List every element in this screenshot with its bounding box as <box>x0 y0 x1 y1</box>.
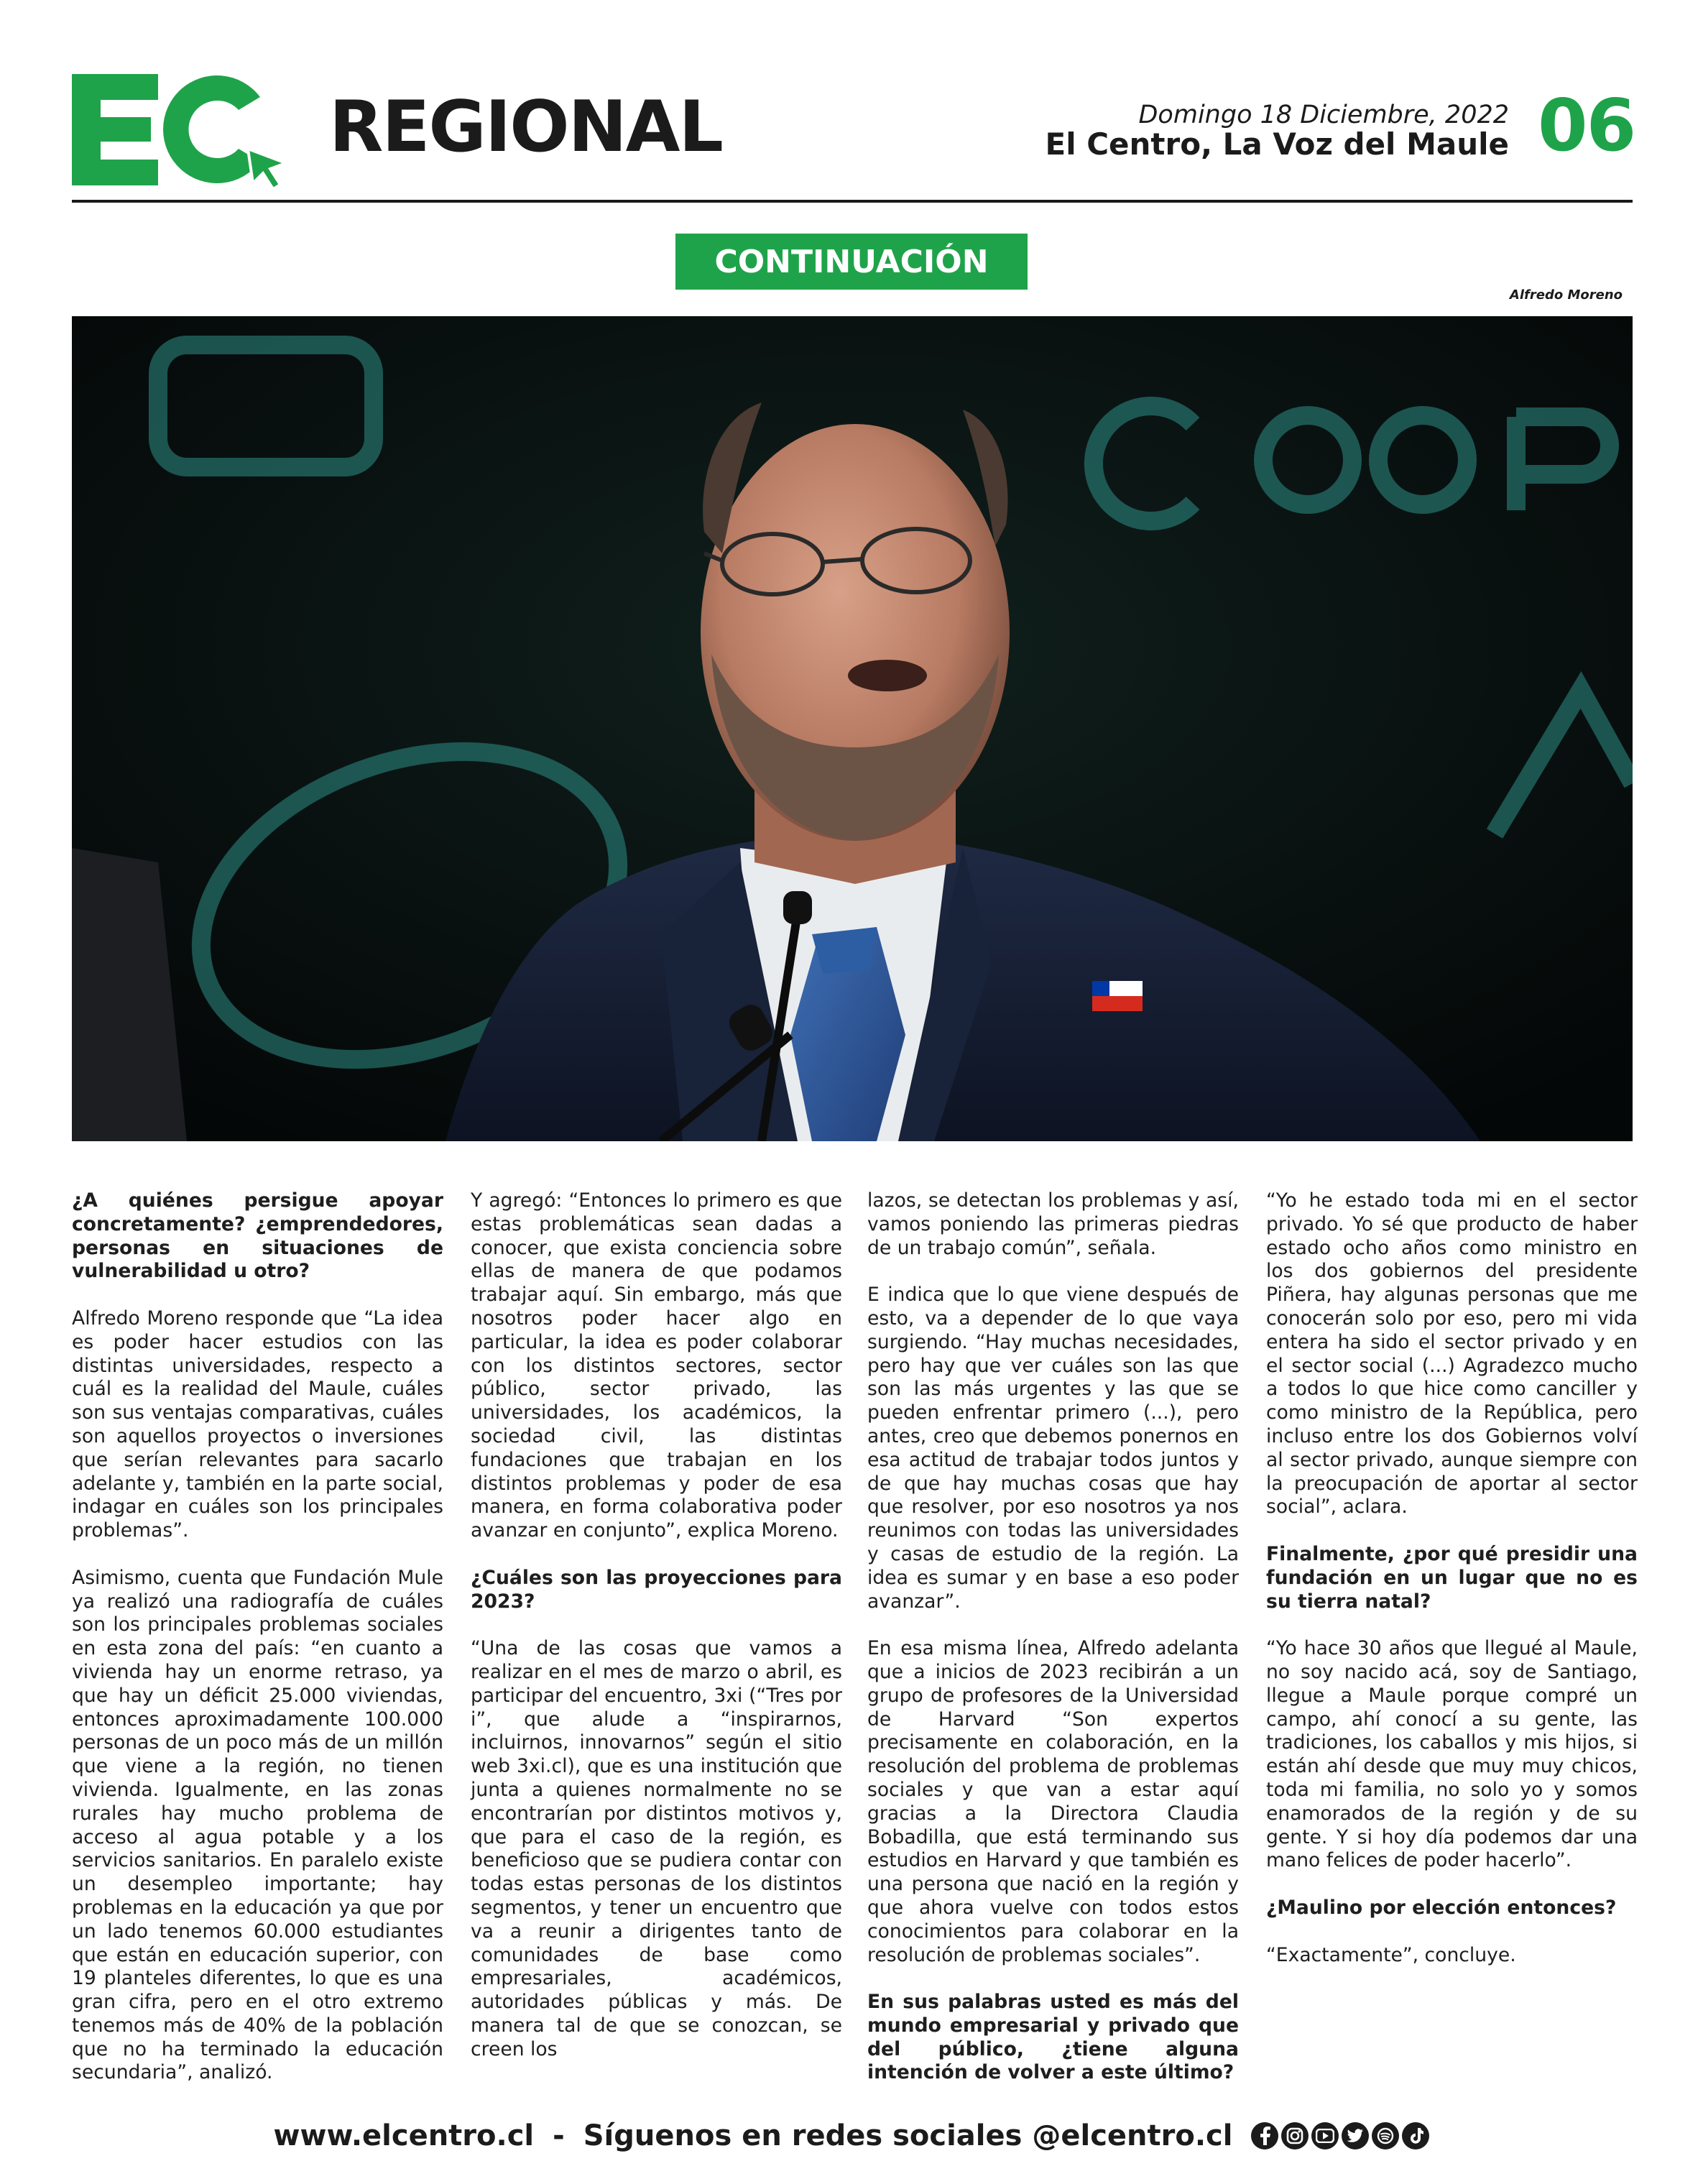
portrait-photo <box>72 316 1633 1141</box>
social-handle[interactable]: Síguenos en redes sociales @elcentro.cl <box>583 2119 1233 2152</box>
page-number: 06 <box>1538 83 1635 167</box>
article-paragraph: “Yo hace 30 años que llegué al Maule, no soy nacido acá, soy de Santiago, llegue a Maule porque compré un campo, ahí conocí a su gente, las tradiciones, los caballos y mis hijos, si están ahí desde que muy muy chicos, toda mi familia, no solo yo y somos enamorados de la región y de su gente. Y si hoy día podemos dar una mano felices de poder hacerlo”. <box>1266 1637 1638 1872</box>
article-paragraph: Asimismo, cuenta que Fundación Mule ya realizó una radiografía de cuáles son los principales problemas sociales en esta zona del país: “en cuanto a vivienda hay un enorme retraso, ya que hay un déficit 25.000 viviendas, entonces aproximadamente 100.000 personas de un poco más de un millón que viene a la región, no tienen vivienda. Igualmente, en las zonas rurales hay mucho problema de acceso al agua potable y a los servicios sanitarios. En paralelo existe un desempleo importante; hay problemas en la educación ya que por un lado tenemos 60.000 estudiantes que están en educación superior, con 19 planteles diferentes, lo que es una gran cifra, pero en el otro extremo tenemos más de 40% de la población que no ha terminado la educación secundaria”, analizó. <box>72 1566 443 2084</box>
article-paragraph: Alfredo Moreno responde que “La idea es poder hacer estudios con las distintas universidades, respecto a cuál es la realidad del Maule, cuáles son sus ventajas comparativas, cuáles son aquellos proyectos o inversiones que serían relevantes para sacarlo adelante y, también en la parte social, indagar en cuáles son los principales problemas”. <box>72 1307 443 1542</box>
footer-separator: - <box>553 2119 565 2152</box>
article-paragraph: E indica que lo que viene después de esto, va a depender de lo que vaya surgiendo. “Hay muchas necesidades, pero hay que ver cuáles son las que son las más urgentes y las que se pueden enfrentar primero (...), pero antes, creo que debemos ponernos en esa actitud de trabajar todos juntos y de que hay muchas cosas que hay que resolver, por eso nosotros ya nos reunimos con todas las universidades y casas de estudio de la región. La idea es sumar y en base a eso poder avanzar”. <box>867 1284 1239 1613</box>
article-column-3 <box>867 1189 1239 2085</box>
spotify-icon[interactable] <box>1372 2122 1399 2150</box>
article-column-4 <box>1266 1189 1638 1967</box>
website-link[interactable]: www.elcentro.cl <box>273 2119 535 2152</box>
article-column-2 <box>471 1189 842 2061</box>
tiktok-icon[interactable] <box>1402 2122 1429 2150</box>
facebook-icon[interactable] <box>1251 2122 1278 2150</box>
article-paragraph: lazos, se detectan los problemas y así, vamos poniendo las primeras piedras de un trabajo común”, señala. <box>867 1189 1239 1259</box>
interview-question: Finalmente, ¿por qué presidir una fundación en un lugar que no es su tierra natal? <box>1266 1542 1638 1613</box>
section-title: REGIONAL <box>329 86 722 168</box>
article-column-1 <box>72 1189 443 2085</box>
twitter-icon[interactable] <box>1342 2122 1369 2150</box>
photo-credit: Alfredo Moreno <box>1509 287 1623 303</box>
interview-question: ¿A quiénes persigue apoyar concretamente? ¿emprendedores, personas en situaciones de vulnerabilidad u otro? <box>72 1189 443 1283</box>
youtube-icon[interactable] <box>1311 2122 1339 2150</box>
interview-question: ¿Maulino por elección entonces? <box>1266 1896 1617 1919</box>
article-paragraph: “Exactamente”, concluye. <box>1266 1943 1516 1966</box>
header-rule <box>72 200 1633 203</box>
instagram-icon[interactable] <box>1281 2122 1309 2150</box>
article-paragraph: Y agregó: “Entonces lo primero es que estas problemáticas sean dadas a conocer, que exista conciencia sobre ellas de manera de que podamos trabajar aquí. Sin embargo, más que nosotros poder hacer algo en particular, la idea es poder colaborar con los distintos sectores, sector público, sector privado, las universidades, los académicos, la sociedad civil, las distintas fundaciones que trabajan en los distintos problemas y poder de esa manera, en forma colaborativa poder avanzar en conjunto”, explica Moreno. <box>471 1189 842 1542</box>
footer <box>0 2114 1703 2157</box>
interview-question: ¿Cuáles son las proyecciones para 2023? <box>471 1566 842 1613</box>
publication-name: El Centro, La Voz del Maule <box>1045 126 1509 162</box>
article-paragraph: “Una de las cosas que vamos a realizar en el mes de marzo o abril, es participar del encuentro, 3xi (“Tres por i”, que alude a “inspirarnos, incluirnos, innovarnos” según el sitio web 3xi.cl), que es una institución que junta a quienes normalmente no se encontrarían por distintos motivos y, que para el caso de la región, es beneficioso que se pudiera contar con todas estas personas de los distintos segmentos, y tener un encuentro que va a reunir a dirigentes tanto de comunidades de base como empresariales, académicos, autoridades públicas y más. De manera tal de que se conozcan, se creen los <box>471 1637 842 2060</box>
continuation-tag: CONTINUACIÓN <box>675 234 1028 290</box>
social-icons <box>1251 2122 1429 2150</box>
interview-question: En sus palabras usted es más del mundo empresarial y privado que del público, ¿tiene alguna intención de volver a este último? <box>867 1991 1239 2084</box>
edition-date: Domingo 18 Diciembre, 2022 <box>1138 101 1509 129</box>
el-centro-logo[interactable] <box>72 68 287 190</box>
article-paragraph: En esa misma línea, Alfredo adelanta que a inicios de 2023 recibirán a un grupo de profesores de la Universidad de Harvard “Son expertos precisamente en colaboración, en la resolución del problema de problemas sociales y que van a estar aquí gracias a la Directora Claudia Bobadilla, que está terminando sus estudios en Harvard y que también es una persona que nació en la región y que ahora vuelve con todos estos conocimientos para colaborar en la resolución de problemas sociales”. <box>867 1637 1239 1966</box>
article-paragraph: “Yo he estado toda mi en el sector privado. Yo sé que producto de haber estado ocho años como ministro en los dos gobiernos del presidente Piñera, hay algunas personas que me conocerán solo por eso, pero mi vida entera ha sido el sector privado y en el sector social (...) Agradezco mucho a todos lo que hice como canciller y como ministro de la República, pero incluso entre los dos Gobiernos volví al sector privado, aunque siempre con la preocupación de aportar al sector social”, aclara. <box>1266 1189 1638 1519</box>
